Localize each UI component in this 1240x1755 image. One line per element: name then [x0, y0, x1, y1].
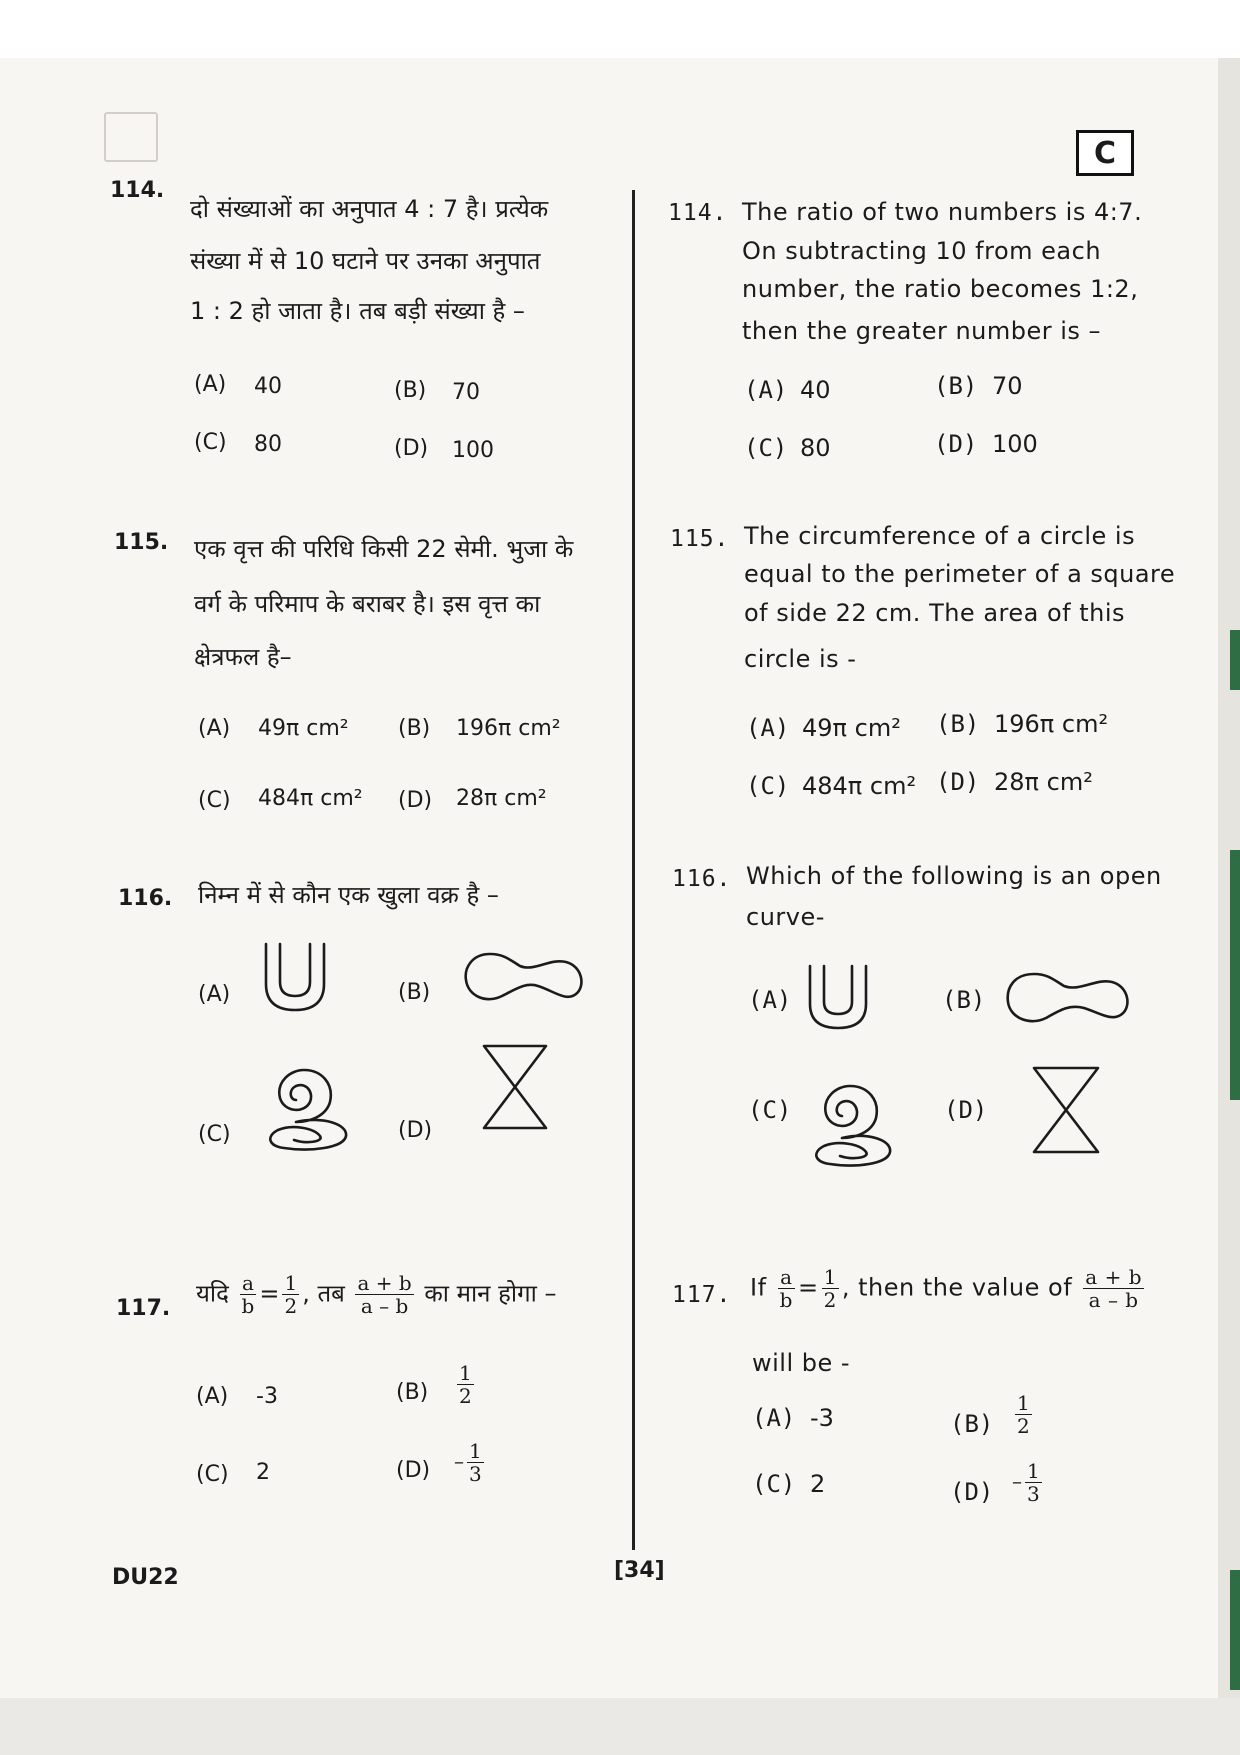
option-a-key: (A) [196, 1384, 229, 1409]
fraction-denominator: 3 [469, 1462, 482, 1486]
question-text: then the greater number is – [742, 317, 1102, 345]
option-b-key: (B) [950, 1410, 994, 1438]
option-d-key: (D) [394, 436, 429, 461]
option-d-key: (D) [934, 430, 978, 458]
faint-margin-mark [104, 112, 158, 162]
fraction-expression [1083, 1266, 1144, 1311]
question-text: दो संख्याओं का अनुपात 4 : 7 है। प्रत्येक [190, 195, 549, 223]
fraction-numerator: 1 [459, 1361, 472, 1385]
option-c-key: (C) [196, 1462, 229, 1487]
minus-sign: – [1012, 1469, 1022, 1493]
fraction-numerator: a [780, 1265, 793, 1289]
option-c-key: (C) [744, 434, 788, 462]
u-curve-icon [806, 962, 870, 1032]
option-d-value [454, 1440, 487, 1485]
option-c-value: 2 [256, 1460, 270, 1485]
option-c-value: 2 [810, 1470, 826, 1498]
question-text: equal to the perimeter of a square [744, 560, 1176, 588]
question-word: , तब [302, 1279, 345, 1308]
fraction-numerator: 1 [284, 1271, 298, 1295]
fraction-one-half [1015, 1392, 1032, 1437]
option-c-key: (C) [198, 1122, 231, 1147]
paper-code: DU22 [112, 1565, 179, 1590]
question-word: , then the value of [841, 1273, 1073, 1302]
option-c-value: 80 [254, 432, 282, 457]
option-b-key: (B) [396, 1380, 429, 1405]
option-a-value: 49π cm² [802, 714, 901, 742]
option-d-key: (D) [936, 768, 980, 796]
question-word: का मान होगा – [424, 1279, 557, 1308]
option-b-key: (B) [394, 378, 427, 403]
option-c-key: (C) [198, 788, 231, 813]
question-text: The circumference of a circle is [744, 522, 1136, 550]
u-curve-icon [262, 940, 328, 1014]
option-b-key: (B) [934, 372, 978, 400]
question-text: संख्या में से 10 घटाने पर उनका अनुपात [190, 247, 541, 275]
option-a-value: 40 [800, 376, 831, 404]
question-text: of side 22 cm. The area of this [744, 599, 1126, 627]
fraction-a-over-b [778, 1266, 795, 1311]
option-c-value: 484π cm² [258, 786, 363, 811]
option-c-value: 484π cm² [802, 772, 917, 800]
question-text: The ratio of two numbers is 4:7. [742, 198, 1143, 226]
closed-blob-icon [1004, 968, 1132, 1028]
question-number: 114. [110, 178, 165, 203]
option-b-key: (B) [398, 980, 431, 1005]
spiral-icon [260, 1056, 352, 1154]
option-b-key: (B) [398, 716, 431, 741]
question-text: number, the ratio becomes 1:2, [742, 275, 1139, 303]
fraction-a-over-b [240, 1272, 257, 1317]
fraction-denominator: 2 [459, 1384, 472, 1408]
fraction-denominator: a – b [1088, 1288, 1139, 1312]
option-c-key: (C) [752, 1470, 796, 1498]
fraction-one-third [467, 1440, 484, 1485]
option-b-value [1012, 1392, 1035, 1437]
option-a-key: (A) [746, 714, 790, 742]
option-d-value: 100 [992, 430, 1038, 458]
option-b-value: 196π cm² [994, 710, 1109, 738]
option-a-key: (A) [194, 372, 227, 397]
question-number: 115. [114, 530, 169, 555]
option-d-key: (D) [398, 788, 433, 813]
option-c-key: (C) [194, 430, 227, 455]
fraction-one-half [457, 1362, 474, 1407]
hourglass-icon [478, 1042, 552, 1132]
option-b-key: (B) [942, 986, 986, 1014]
fraction-denominator: 2 [823, 1288, 837, 1312]
question-text: curve- [746, 903, 825, 931]
column-divider [632, 190, 635, 1550]
fraction-denominator: 2 [1017, 1414, 1030, 1438]
option-d-value: 28π cm² [456, 786, 547, 811]
fraction-numerator: 1 [1017, 1391, 1030, 1415]
option-b-key: (B) [936, 710, 980, 738]
fraction-numerator: 1 [823, 1265, 837, 1289]
question-text: 1 : 2 हो जाता है। तब बड़ी संख्या है – [190, 297, 525, 325]
closed-blob-icon [462, 948, 584, 1006]
question-text: circle is - [744, 645, 857, 673]
question-text: वर्ग के परिमाप के बराबर है। इस वृत्त का [194, 590, 541, 618]
option-a-key: (A) [198, 716, 231, 741]
option-a-value: -3 [256, 1384, 278, 1409]
binding-tab [1230, 850, 1240, 1100]
option-a-key: (A) [744, 376, 788, 404]
option-d-value: 28π cm² [994, 768, 1093, 796]
question-number: 116. [118, 886, 173, 911]
option-a-value: -3 [810, 1404, 834, 1432]
option-a-key: (A) [748, 986, 792, 1014]
question-word: यदि [196, 1279, 229, 1308]
option-d-key: (D) [398, 1118, 433, 1143]
set-code: C [1093, 135, 1117, 171]
question-text: Which of the following is an open [746, 862, 1162, 890]
hourglass-icon [1028, 1064, 1104, 1156]
question-number: 117. [116, 1296, 171, 1321]
question-text: On subtracting 10 from each [742, 237, 1102, 265]
fraction-numerator: a + b [1085, 1265, 1142, 1289]
question-text: will be - [752, 1349, 851, 1377]
fraction-denominator: b [779, 1288, 793, 1312]
option-c-key: (C) [746, 772, 790, 800]
option-a-value: 40 [254, 374, 282, 399]
equals-sign: = [259, 1279, 280, 1308]
fraction-numerator: a + b [357, 1271, 412, 1295]
question-number: 116. [672, 866, 732, 892]
fraction-one-half [822, 1266, 839, 1311]
option-c-key: (C) [748, 1096, 792, 1124]
page-number: [34] [614, 1558, 665, 1583]
option-b-value: 70 [992, 372, 1023, 400]
option-b-value: 70 [452, 380, 480, 405]
fraction-expression [355, 1272, 413, 1317]
fraction-denominator: b [241, 1294, 255, 1318]
question-text [196, 1272, 556, 1317]
question-text: क्षेत्रफल है– [194, 643, 292, 671]
binding-tab [1230, 1570, 1240, 1690]
question-text [750, 1266, 1147, 1311]
option-a-key: (A) [198, 982, 231, 1007]
option-d-key: (D) [950, 1478, 994, 1506]
question-number: 115. [670, 526, 730, 552]
binding-tab [1230, 630, 1240, 690]
scan-top-edge [0, 0, 1240, 58]
equals-sign: = [797, 1273, 819, 1302]
question-text: एक वृत्त की परिधि किसी 22 सेमी. भुजा के [194, 535, 574, 563]
option-b-value [454, 1362, 477, 1407]
option-a-value: 49π cm² [258, 716, 349, 741]
minus-sign: – [454, 1449, 464, 1473]
fraction-numerator: 1 [469, 1439, 482, 1463]
set-code-box [1076, 130, 1134, 176]
question-number: 114. [668, 200, 728, 226]
option-b-value: 196π cm² [456, 716, 561, 741]
fraction-denominator: 2 [284, 1294, 298, 1318]
option-c-value: 80 [800, 434, 831, 462]
fraction-one-third [1025, 1460, 1042, 1505]
option-d-key: (D) [944, 1096, 988, 1124]
spiral-icon [806, 1074, 896, 1170]
option-d-key: (D) [396, 1458, 431, 1483]
fraction-numerator: a [241, 1271, 254, 1295]
fraction-denominator: 3 [1027, 1482, 1040, 1506]
option-a-key: (A) [752, 1404, 796, 1432]
fraction-one-half [282, 1272, 299, 1317]
option-d-value [1012, 1460, 1045, 1505]
question-number: 117. [672, 1282, 732, 1308]
question-word: If [750, 1273, 767, 1302]
option-d-value: 100 [452, 438, 494, 463]
fraction-denominator: a – b [360, 1294, 409, 1318]
question-text: निम्न में से कौन एक खुला वक्र है – [198, 881, 499, 909]
fraction-numerator: 1 [1027, 1459, 1040, 1483]
